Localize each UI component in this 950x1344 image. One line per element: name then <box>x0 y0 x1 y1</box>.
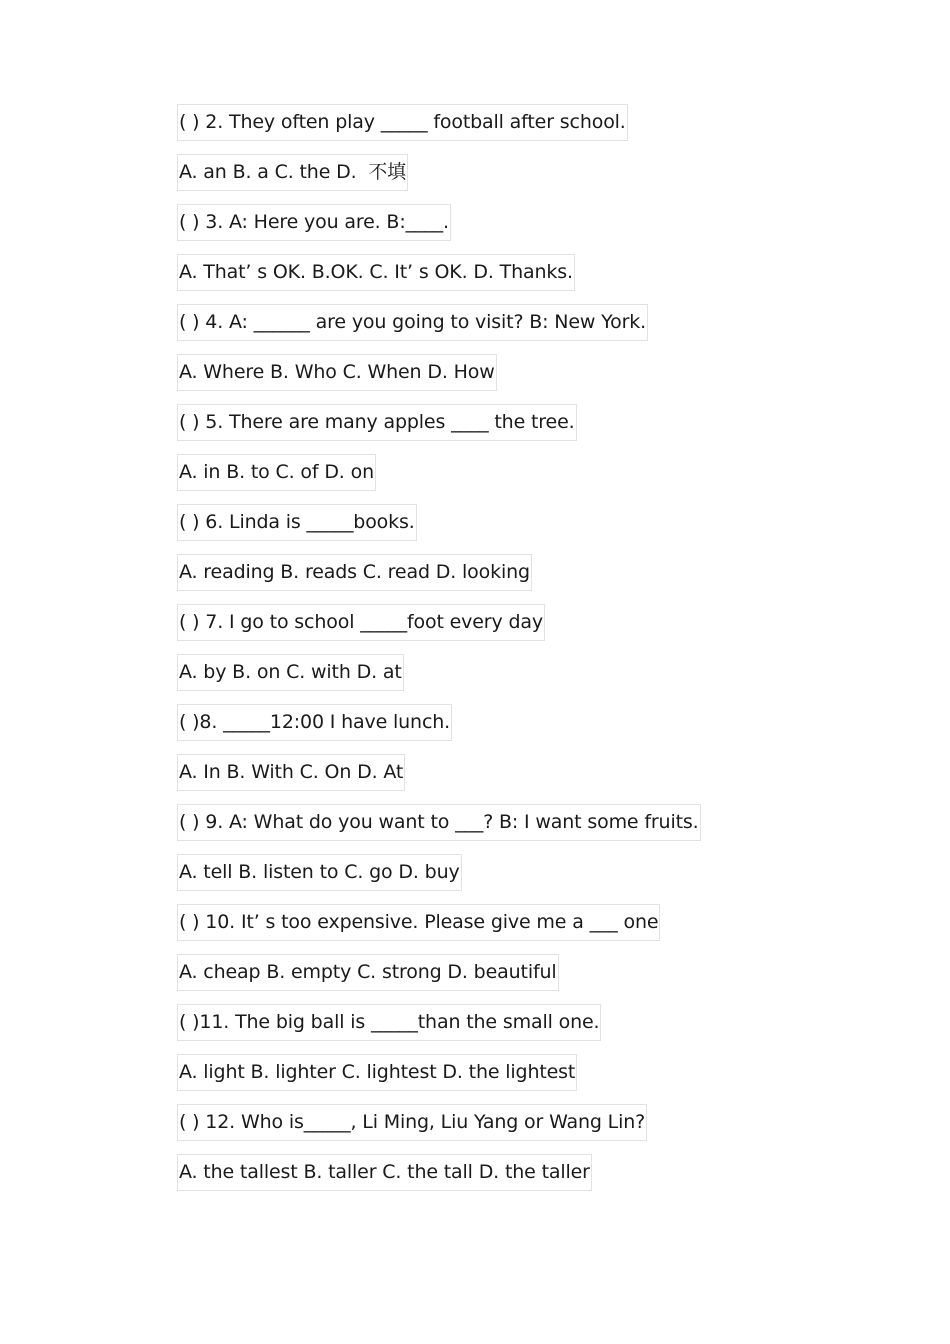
question-4 <box>177 304 877 354</box>
options-text: A. in B. to C. of D. on <box>177 454 376 491</box>
question-text: ( ) 9. A: What do you want to ___? B: I want some fruits. <box>177 804 701 841</box>
options-2 <box>177 154 877 204</box>
options-4 <box>177 354 877 404</box>
question-text: ( ) 6. Linda is _____books. <box>177 504 417 541</box>
question-text: ( ) 5. There are many apples ____ the tree. <box>177 404 577 441</box>
question-text: ( ) 2. They often play _____ football after school. <box>177 104 628 141</box>
question-text: ( )11. The big ball is _____than the small one. <box>177 1004 601 1041</box>
options-5 <box>177 454 877 504</box>
options-text: A. reading B. reads C. read D. looking <box>177 554 532 591</box>
question-11 <box>177 1004 877 1054</box>
options-3 <box>177 254 877 304</box>
options-text: A. Where B. Who C. When D. How <box>177 354 497 391</box>
question-9 <box>177 804 877 854</box>
options-text: A. by B. on C. with D. at <box>177 654 404 691</box>
options-11 <box>177 1054 877 1104</box>
options-9 <box>177 854 877 904</box>
question-7 <box>177 604 877 654</box>
question-12 <box>177 1104 877 1154</box>
question-6 <box>177 504 877 554</box>
options-12 <box>177 1154 877 1204</box>
options-text: A. an B. a C. the D. 不填 <box>177 154 408 191</box>
question-5 <box>177 404 877 454</box>
options-text: A. light B. lighter C. lightest D. the lightest <box>177 1054 577 1091</box>
options-6 <box>177 554 877 604</box>
question-text: ( )8. _____12:00 I have lunch. <box>177 704 452 741</box>
question-text: ( ) 3. A: Here you are. B:____. <box>177 204 451 241</box>
document-body <box>177 104 877 1204</box>
question-text: ( ) 4. A: ______ are you going to visit? B: New York. <box>177 304 648 341</box>
question-text: ( ) 12. Who is_____, Li Ming, Liu Yang or Wang Lin? <box>177 1104 647 1141</box>
question-text: ( ) 7. I go to school _____foot every day <box>177 604 545 641</box>
options-7 <box>177 654 877 704</box>
options-text: A. tell B. listen to C. go D. buy <box>177 854 462 891</box>
question-text: ( ) 10. It’ s too expensive. Please give me a ___ one <box>177 904 660 941</box>
question-3 <box>177 204 877 254</box>
question-2 <box>177 104 877 154</box>
options-8 <box>177 754 877 804</box>
options-text: A. the tallest B. taller C. the tall D. the taller <box>177 1154 592 1191</box>
options-10 <box>177 954 877 1004</box>
options-text: A. That’ s OK. B.OK. C. It’ s OK. D. Thanks. <box>177 254 575 291</box>
options-text: A. cheap B. empty C. strong D. beautiful <box>177 954 559 991</box>
question-10 <box>177 904 877 954</box>
options-text: A. In B. With C. On D. At <box>177 754 405 791</box>
question-8 <box>177 704 877 754</box>
